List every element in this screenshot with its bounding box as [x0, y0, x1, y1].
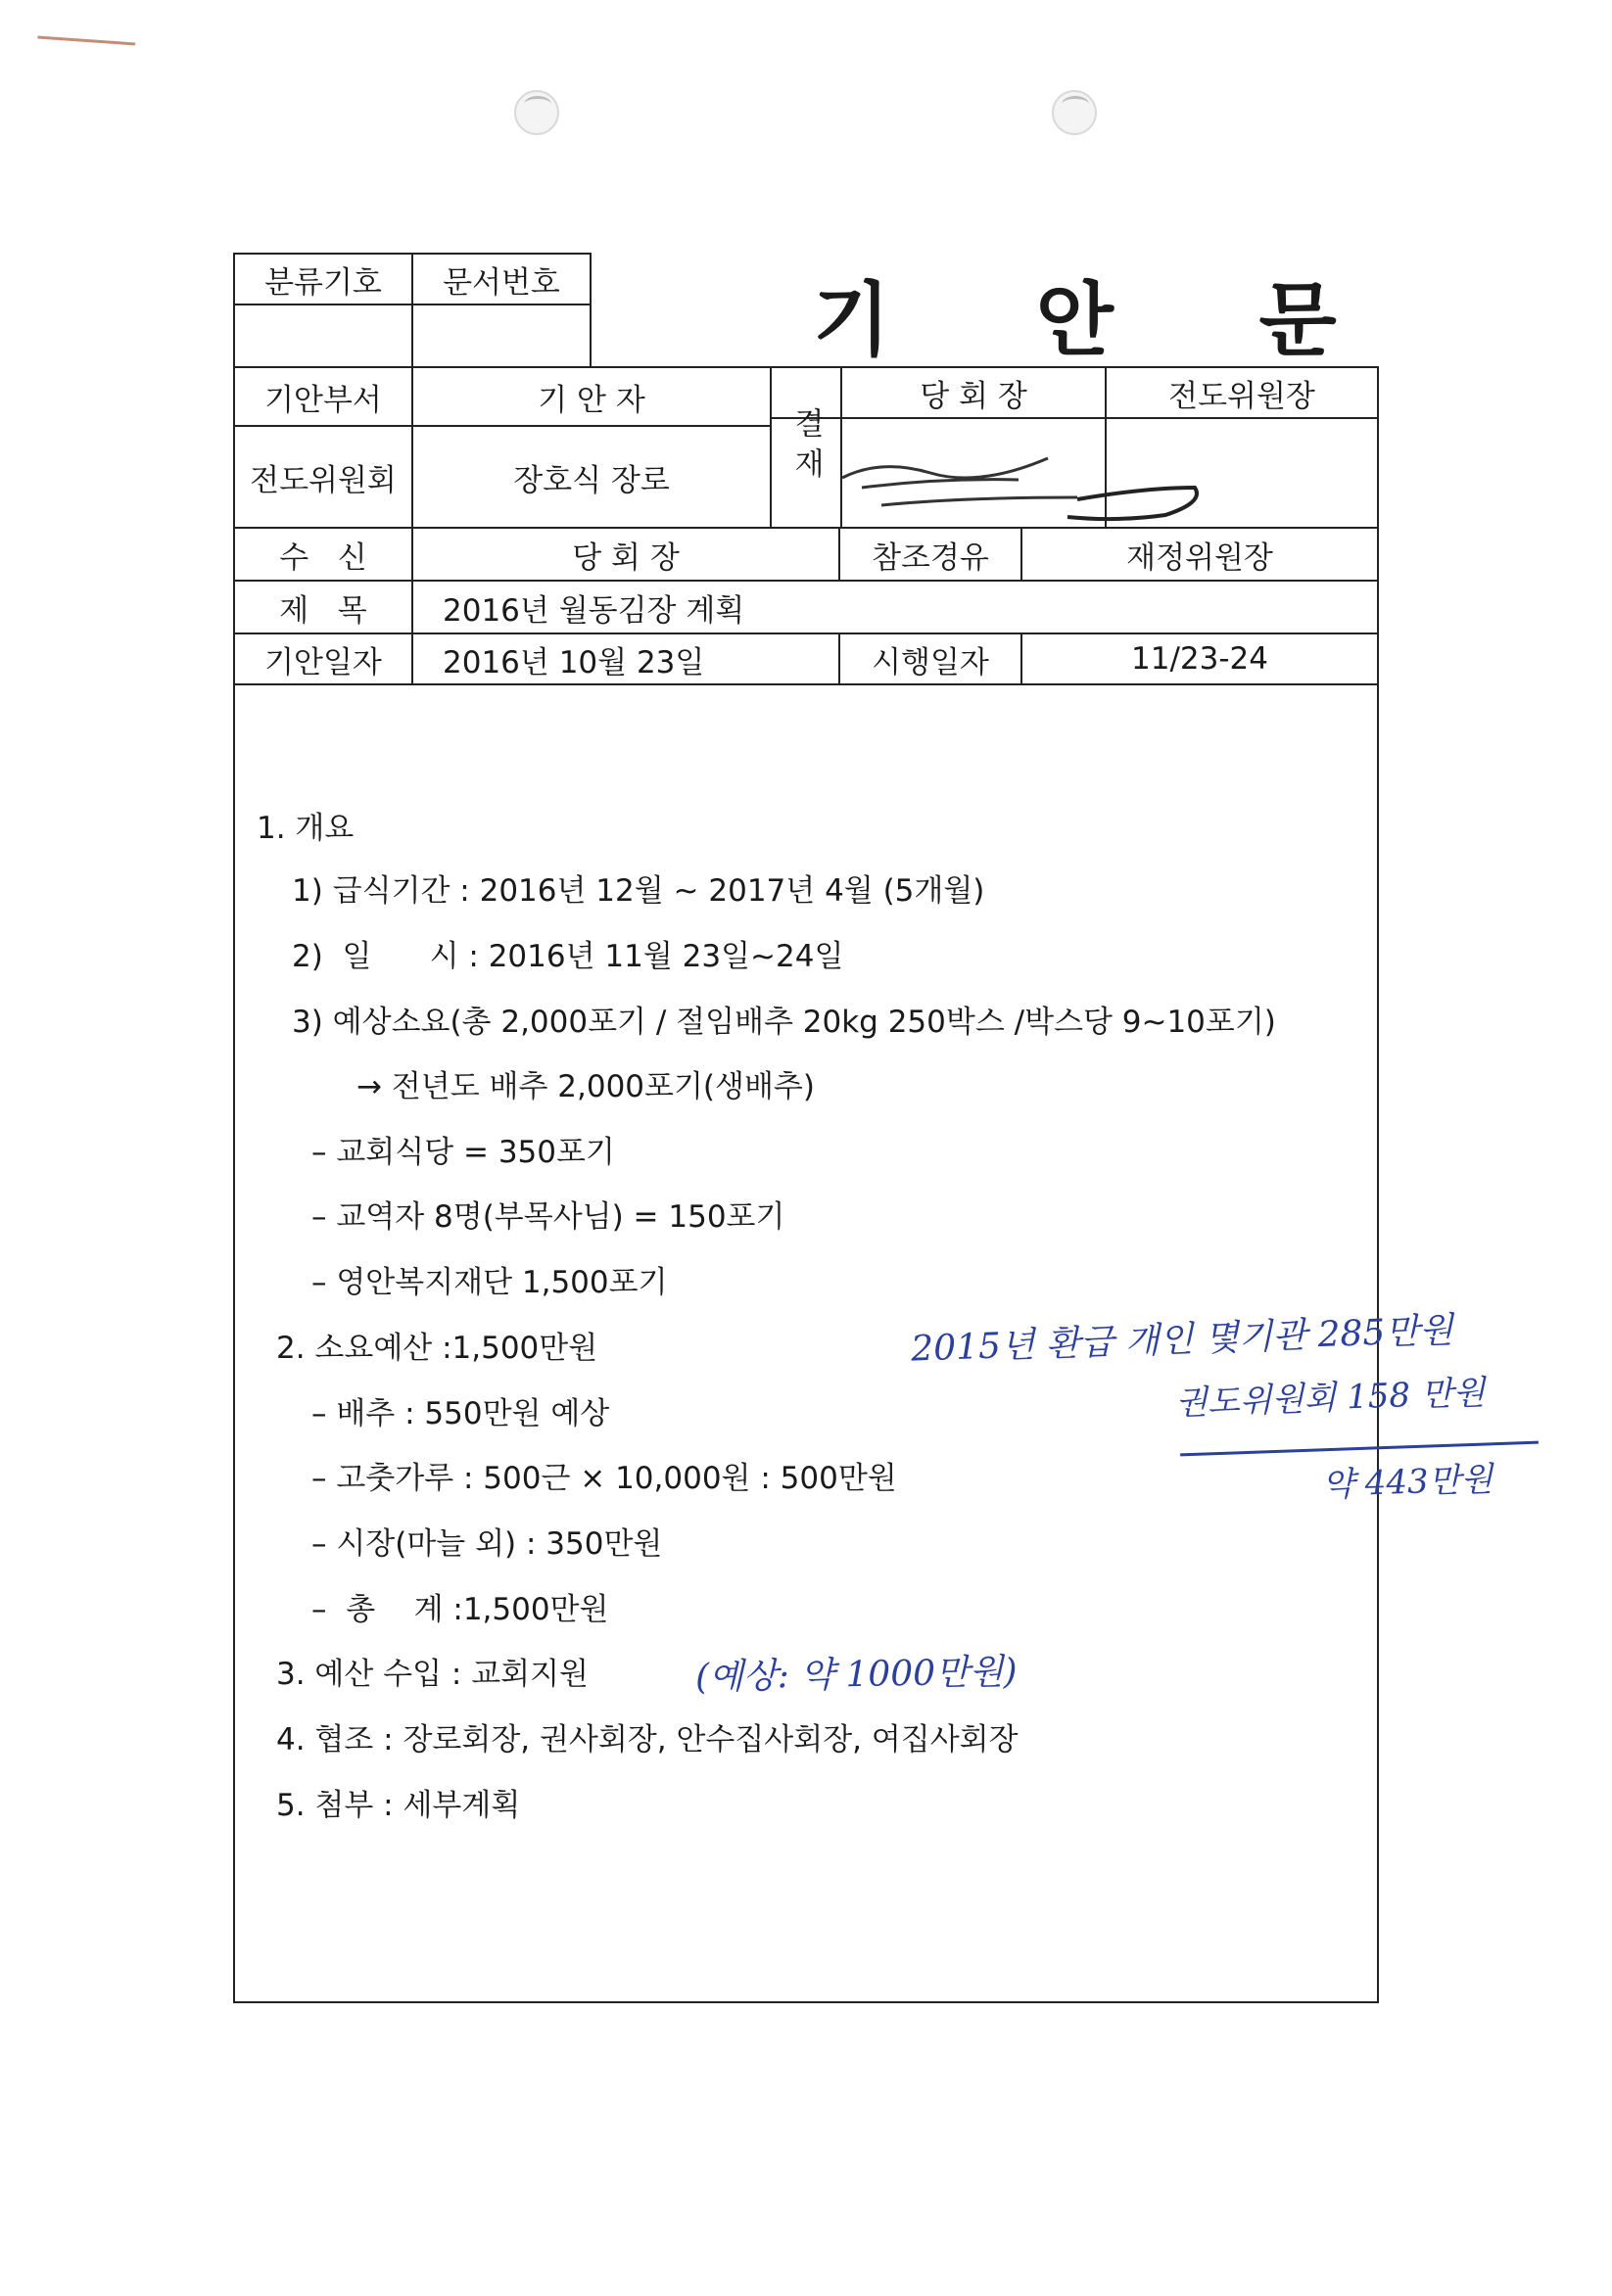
section-revenue: 3. 예산 수입 : 교회지원 [276, 1657, 590, 1692]
overview-subitem: – 영안복지재단 1,500포기 [311, 1265, 668, 1300]
budget-item: – 고춧가루 : 500근 × 10,000원 : 500만원 [311, 1461, 897, 1496]
overview-subitem: – 교역자 8명(부목사님) = 150포기 [311, 1199, 785, 1235]
section-budget: 2. 소요예산 :1,500만원 [276, 1331, 598, 1366]
handwritten-note-expected: (예상: 약 1000만원) [694, 1652, 1018, 1698]
approver1-title: 당 회 장 [920, 378, 1027, 414]
drafter-value: 장호식 장로 [513, 462, 670, 498]
classification-label: 분류기호 [264, 264, 382, 301]
budget-item: – 배추 : 550만원 예상 [311, 1396, 610, 1431]
scan-smudge [37, 36, 136, 54]
section-cooperation: 4. 협조 : 장로회장, 권사회장, 안수집사회장, 여집사회장 [276, 1722, 1019, 1757]
doc-number-label: 문서번호 [443, 264, 560, 301]
overview-item: 3) 예상소요(총 2,000포기 / 절임배추 20kg 250박스 /박스당 9~10포기) [292, 1005, 1276, 1040]
overview-subitem: – 교회식당 = 350포기 [311, 1135, 615, 1170]
dept-value: 전도위원회 [250, 462, 397, 498]
section-attachment: 5. 첨부 : 세부계획 [276, 1788, 521, 1823]
drafter-label: 기 안 자 [538, 382, 645, 418]
draft-date-value: 2016년 10월 23일 [443, 644, 705, 680]
document-title: 기 안 문 [813, 274, 1396, 367]
signature-scribble [823, 419, 1214, 527]
punch-hole-right [1052, 90, 1097, 135]
recipient-label: 수 신 [279, 539, 367, 576]
overview-item: 2) 일 시 : 2016년 11월 23일~24일 [292, 939, 844, 974]
budget-item: – 시장(마늘 외) : 350만원 [311, 1526, 663, 1562]
approval-label-text: 결재 [788, 407, 824, 488]
draft-date-label: 기안일자 [264, 644, 382, 680]
recipient-value: 당 회 장 [572, 539, 680, 576]
exec-date-value: 11/23-24 [1131, 641, 1268, 677]
overview-subitem: → 전년도 배추 2,000포기(생배추) [356, 1069, 815, 1104]
handwritten-note-total: 약 443만원 [1321, 1459, 1494, 1506]
approver2-title: 전도위원장 [1168, 378, 1315, 414]
exec-date-label: 시행일자 [872, 644, 989, 680]
subject-label: 제 목 [279, 592, 367, 629]
handwritten-note-committee: 권도위원회 158 만원 [1174, 1373, 1487, 1424]
reference-value: 재정위원장 [1126, 539, 1273, 576]
dept-label: 기안부서 [264, 382, 382, 418]
reference-label: 참조경유 [872, 539, 989, 576]
section-overview: 1. 개요 [257, 811, 355, 846]
handwritten-note-prior-year: 2015년 환급 개인 몇기관 285만원 [910, 1310, 1454, 1370]
overview-item: 1) 급식기간 : 2016년 12월 ~ 2017년 4월 (5개월) [292, 873, 985, 909]
subject-value: 2016년 월동김장 계획 [443, 592, 745, 629]
budget-item: – 총 계 :1,500만원 [311, 1592, 609, 1627]
punch-hole-left [514, 90, 559, 135]
